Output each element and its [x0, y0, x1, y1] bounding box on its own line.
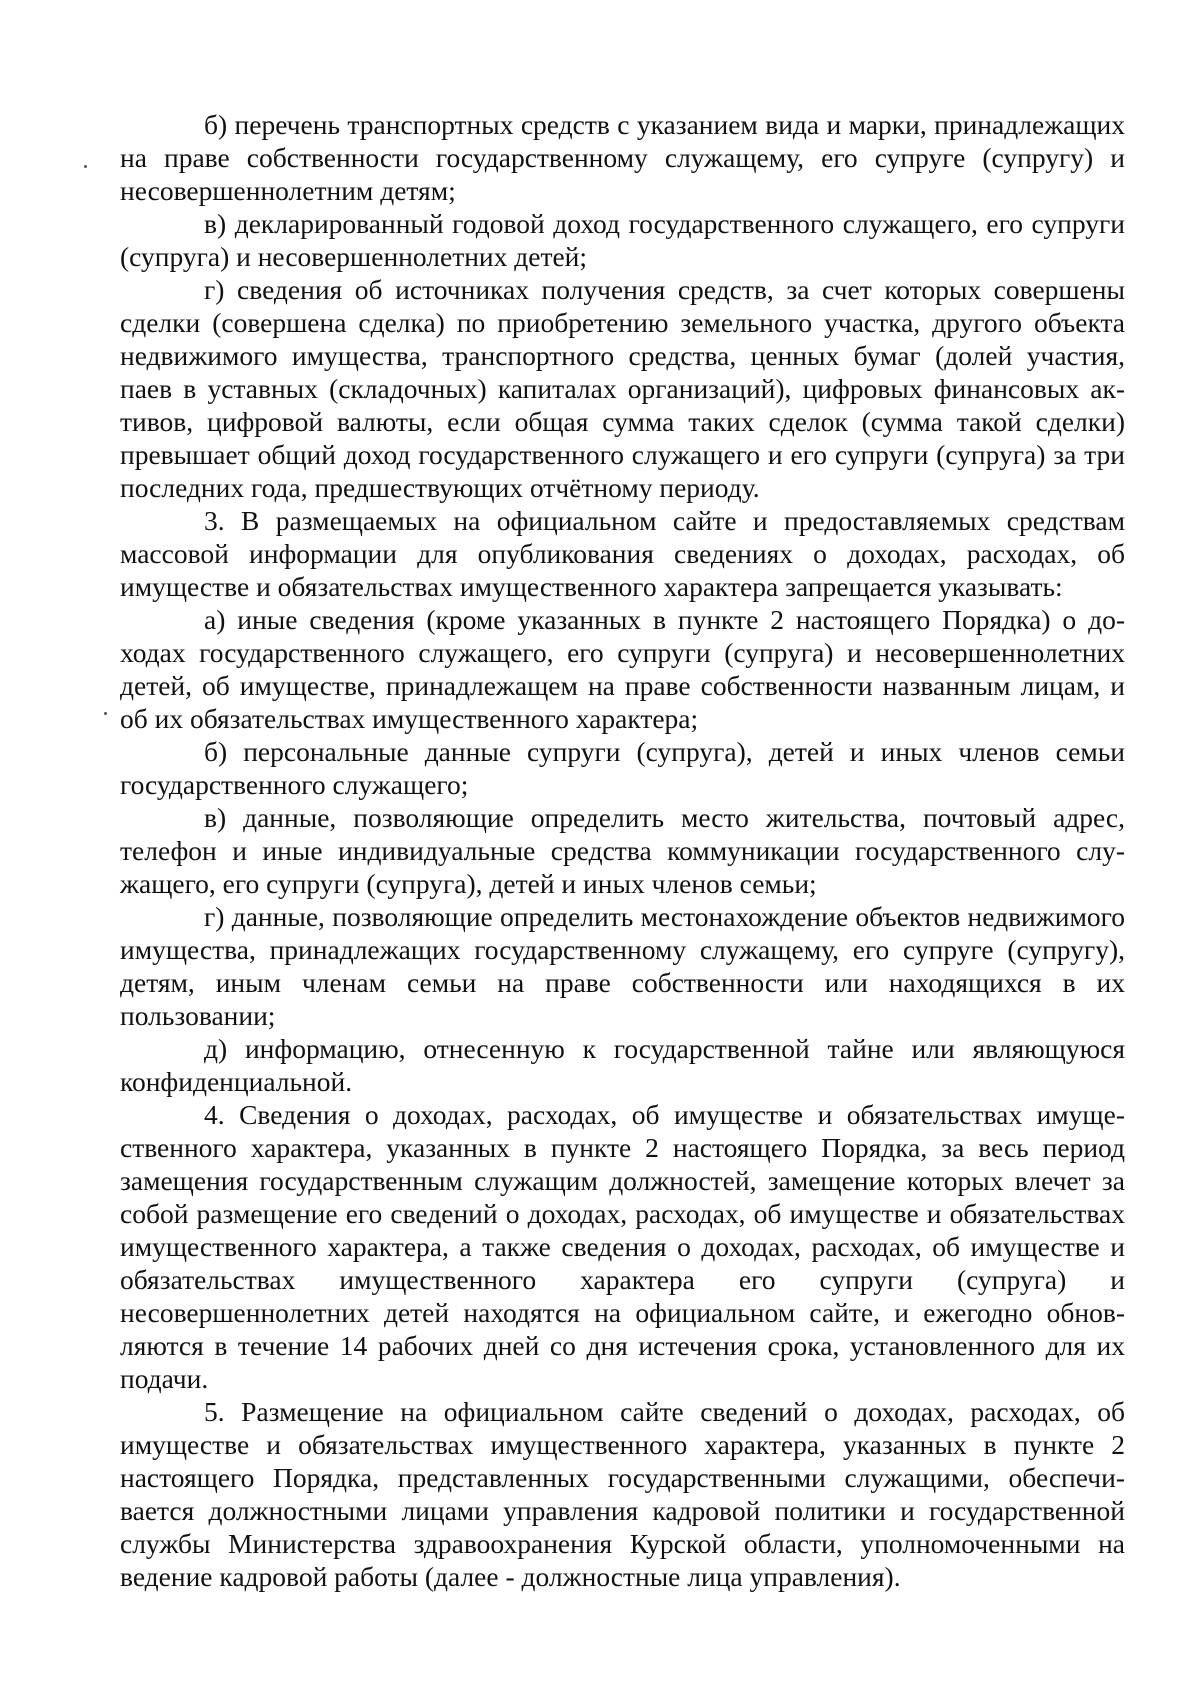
scan-speck [104, 712, 107, 715]
document-page [120, 108, 1125, 1593]
paragraph-section-3: 3. В размещаемых на официальном сайте и предоставляемых средствам массовой информации для опубликования сведениях о доходах, расходах, об имуществе и обязательствах имущественного характера запрещается указывать: [120, 505, 1125, 602]
paragraph-item-g-sources: г) сведения об источниках получения средств, за счет которых совершены сделки (совершена сделка) по приобретению земельного участка, другого объекта недвижимого имущества, транспортного средства, ценных бумаг (долей участия, паев в уставных (складочных) капиталах организаций), цифровых финансовых активов, цифровой валюты, если общая сумма таких сделок (сумма такой сделки) превышает общий доход государственного служащего и его супруги (супруга) за три последних года, предшествующих отчётному периоду. [120, 274, 1125, 503]
scan-speck [84, 165, 87, 168]
paragraph-section-5: 5. Размещение на официальном сайте сведений о доходах, расходах, об имуществе и обязательствах имущественного характера, указанных в пункте 2 настоящего Порядка, представленных государственными служащими, обеспечивается должностными лицами управления кадровой политики и государственной службы Министерства здравоохранения Курской области, уполномоченными на ведение кадровой работы (далее - должностные лица управления). [120, 1396, 1125, 1592]
paragraph-item-a-other-info: а) иные сведения (кроме указанных в пункте 2 настоящего Порядка) о доходах государственного служащего, его супруги (супруга) и несовершеннолетних детей, об имуществе, принадлежащем на праве собственности названным лицам, и об их обязательствах имущественного характера; [120, 604, 1125, 734]
paragraph-item-v-income: в) декларированный годовой доход государственного служащего, его супруги (супруга) и несовершеннолетних детей; [120, 208, 1125, 272]
paragraph-item-d-secret: д) информацию, отнесенную к государственной тайне или являющуюся конфиденциальной. [120, 1033, 1125, 1097]
paragraph-item-v-contacts: в) данные, позволяющие определить место жительства, почтовый адрес, телефон и иные индивидуальные средства коммуникации государственного служащего, его супруги (супруга), детей и иных членов семьи; [120, 802, 1125, 899]
paragraph-item-b-personal-data: б) персональные данные супруги (супруга), детей и иных членов семьи государственного служащего; [120, 736, 1125, 800]
paragraph-section-4: 4. Сведения о доходах, расходах, об имуществе и обязательствах имущественного характера, указанных в пункте 2 настоящего Порядка, за весь период замещения государственным служащим должностей, замещение которых влечет за собой размещение его сведений о доходах, расходах, об имуществе и обязательствах имущественного характера, а также сведения о доходах, расходах, об имуществе и обязательствах имущественного характера его супруги (супруга) и несовершеннолетних детей находятся на официальном сайте, и ежегодно обновляются в течение 14 рабочих дней со дня истечения срока, установленного для их подачи. [120, 1099, 1125, 1394]
paragraph-item-g-location: г) данные, позволяющие определить местонахождение объектов недвижимого имущества, принадлежащих государственному служащему, его супруге (супругу), детям, иным членам семьи на праве собственности или находящихся в их пользовании; [120, 901, 1125, 1031]
paragraph-item-b-vehicles: б) перечень транспортных средств с указанием вида и марки, принадлежащих на праве собственности государственному служащему, его супруге (супругу) и несовершеннолетним детям; [120, 109, 1125, 206]
